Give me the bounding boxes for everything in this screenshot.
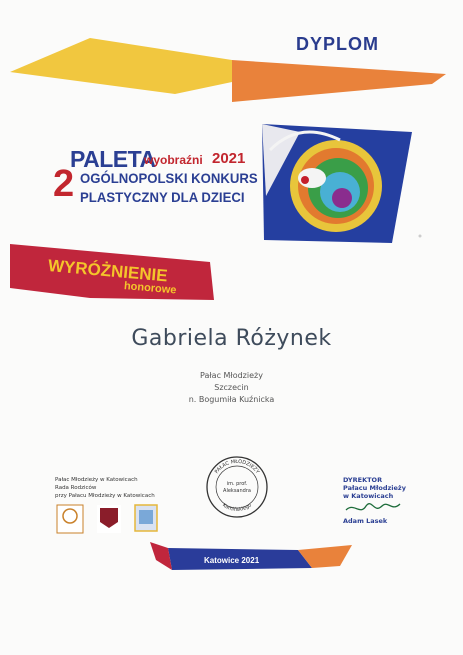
director-block xyxy=(343,476,406,500)
institution-line: n. Bogumiła Kuźnicka xyxy=(188,395,275,404)
stamp-middle-a: im. prof. xyxy=(226,481,248,487)
award-subtitle: honorowe xyxy=(123,280,177,297)
organizer-logos xyxy=(57,505,157,533)
svg-text:Kamińskiego xyxy=(221,502,253,513)
institution-line: Szczecin xyxy=(214,383,249,392)
stamp-middle-b: Aleksandra xyxy=(223,488,251,494)
stamp-top: PAŁAC MŁODZIEŻY xyxy=(213,458,261,475)
contest-line1: OGÓLNOPOLSKI KONKURS xyxy=(80,170,258,186)
contest-edition: 2 xyxy=(53,163,75,205)
institution-block xyxy=(0,370,463,406)
organizer-line: Pałac Młodzieży w Katowicach xyxy=(55,477,138,483)
organizer-block xyxy=(55,476,155,500)
institution-line: Pałac Młodzieży xyxy=(200,371,263,380)
footer-place-date: Katowice 2021 xyxy=(204,556,260,565)
document-title: DYPLOM xyxy=(296,34,380,54)
director-role: DYREKTOR xyxy=(343,476,383,484)
award-title: WYRÓŻNIENIE xyxy=(47,256,169,286)
contest-name: PALETA xyxy=(70,146,156,172)
contest-name-word: wyobraźni xyxy=(144,153,203,167)
top-band-orange xyxy=(232,60,446,102)
director-name: Adam Lasek xyxy=(343,517,388,525)
footer-band-red xyxy=(150,542,172,570)
svg-text:PAŁAC MŁODZIEŻY xyxy=(214,459,261,476)
artwork-image xyxy=(262,124,412,243)
director-signature xyxy=(346,504,400,510)
recipient-name: Gabriela Różynek xyxy=(131,326,332,351)
director-role: Pałacu Młodzieży xyxy=(343,484,406,492)
stamp-bottom: Kamińskiego xyxy=(221,502,253,514)
contest-year: 2021 xyxy=(212,150,246,167)
director-role: w Katowicach xyxy=(343,492,394,500)
contest-line2: PLASTYCZNY DLA DZIECI xyxy=(80,189,245,205)
organizer-line: przy Pałacu Młodzieży w Katowicach xyxy=(55,493,155,499)
organizer-line: Rada Rodziców xyxy=(55,485,97,491)
stamp-text xyxy=(203,453,271,521)
top-band-yellow xyxy=(10,38,232,94)
